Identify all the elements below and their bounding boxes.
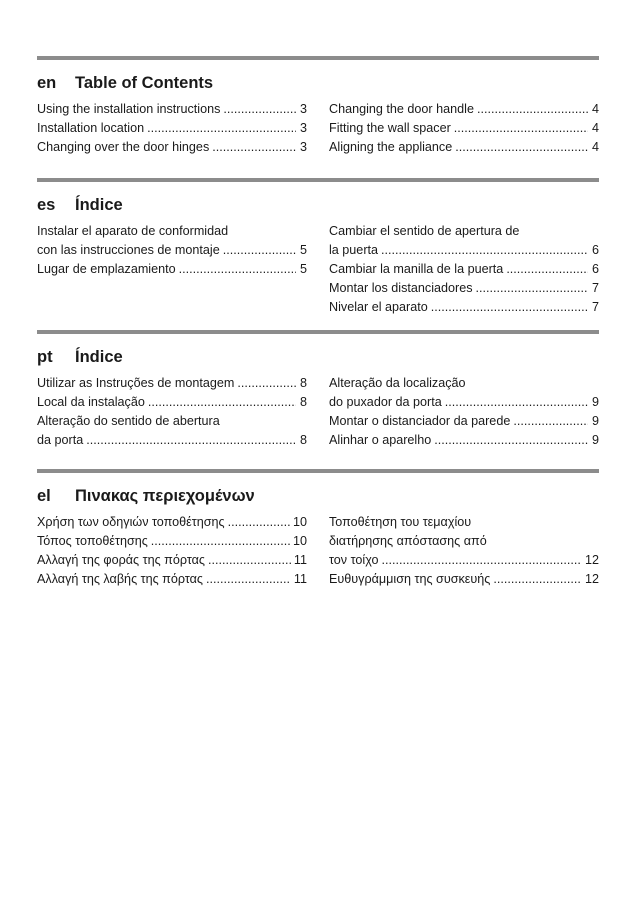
toc-entry-row: [37, 393, 307, 412]
page-number: 4: [591, 140, 599, 154]
toc-entry: [37, 412, 307, 450]
page-number: 9: [591, 433, 599, 447]
toc-entry-row: [37, 431, 307, 450]
toc-section-en: [37, 56, 599, 157]
toc-entry-title: τον τοίχο: [329, 553, 379, 567]
page-number: 5: [299, 262, 307, 276]
dot-leader: [223, 241, 296, 260]
dot-leader: [381, 551, 582, 570]
dot-leader: [455, 138, 588, 157]
dot-leader: [237, 374, 296, 393]
toc-entry-title-line: Instalar el aparato de conformidad: [37, 224, 229, 238]
section-title: Índice: [75, 196, 123, 214]
page-number: 7: [591, 281, 599, 295]
page-number: 6: [591, 262, 599, 276]
page-number: 3: [299, 121, 307, 135]
toc-entry: [37, 100, 307, 119]
dot-leader: [434, 431, 588, 450]
toc-entry: [329, 431, 599, 450]
toc-entry-title: Aligning the appliance: [329, 140, 453, 154]
toc-column-left: [37, 513, 307, 589]
toc-columns: [37, 222, 599, 317]
dot-leader: [151, 532, 290, 551]
toc-entry-row: [329, 279, 599, 298]
toc-entry-row: [329, 570, 599, 589]
toc-entry-row: [37, 119, 307, 138]
toc-entry-title: Ευθυγράμμιση της συσκευής: [329, 572, 491, 586]
section-heading: [37, 346, 599, 368]
toc-entry-title: Cambiar la manilla de la puerta: [329, 262, 504, 276]
dot-leader: [431, 298, 588, 317]
dot-leader: [477, 100, 588, 119]
toc-entry: [37, 532, 307, 551]
toc-entry: [37, 138, 307, 157]
section-divider: [37, 330, 599, 334]
toc-entry: [37, 570, 307, 589]
toc-entry: [329, 260, 599, 279]
toc-entry: [329, 513, 599, 570]
dot-leader: [208, 551, 291, 570]
toc-entry-title: Installation location: [37, 121, 145, 135]
section-title: Table of Contents: [75, 74, 214, 92]
page-number: 11: [293, 553, 307, 567]
toc-entry: [329, 298, 599, 317]
toc-entry-title-line: Cambiar el sentido de apertura de: [329, 224, 520, 238]
dot-leader: [86, 431, 296, 450]
toc-entry-title-line: Alteração do sentido de abertura: [37, 414, 220, 428]
toc-section-el: [37, 469, 599, 589]
toc-column-right: [329, 513, 599, 589]
toc-column-left: [37, 374, 307, 450]
toc-column-left: [37, 222, 307, 317]
toc-entry-row: [329, 260, 599, 279]
toc-entry-row: [329, 431, 599, 450]
dot-leader: [147, 119, 296, 138]
toc-entry-row: [329, 298, 599, 317]
page-number: 10: [292, 515, 307, 529]
toc-columns: [37, 513, 599, 589]
toc-entry-row: [37, 570, 307, 589]
toc-entry: [329, 570, 599, 589]
page-number: 4: [591, 121, 599, 135]
toc-entry-row: [329, 119, 599, 138]
page-number: 4: [591, 102, 599, 116]
toc-entry-title: Nivelar el aparato: [329, 300, 428, 314]
toc-entry-title: Montar o distanciador da parede: [329, 414, 511, 428]
section-heading: [37, 72, 599, 94]
toc-entry-row: [37, 513, 307, 532]
toc-entry: [329, 100, 599, 119]
dot-leader: [445, 393, 588, 412]
page-number: 12: [584, 572, 599, 586]
toc-entry-row: [329, 393, 599, 412]
page-number: 8: [299, 395, 307, 409]
toc-entry: [37, 513, 307, 532]
toc-entry-row: [37, 260, 307, 279]
toc-entry-title-line: διατήρησης απόστασης από: [329, 534, 487, 548]
toc-entry-row: [329, 551, 599, 570]
toc-column-left: [37, 100, 307, 157]
toc-entry-row: [37, 241, 307, 260]
toc-columns: [37, 100, 599, 157]
toc-entry-title: Local da instalação: [37, 395, 145, 409]
toc-entry-title-line: Alteração da localização: [329, 376, 466, 390]
dot-leader: [513, 412, 588, 431]
language-code: en: [37, 74, 57, 92]
page-number: 9: [591, 395, 599, 409]
toc-entry: [329, 374, 599, 412]
toc-entry-title: Fitting the wall spacer: [329, 121, 451, 135]
dot-leader: [228, 513, 290, 532]
page-number: 12: [584, 553, 599, 567]
toc-entry: [329, 119, 599, 138]
toc-entry-title: Using the installation instructions: [37, 102, 221, 116]
section-divider: [37, 178, 599, 182]
toc-section-pt: [37, 330, 599, 450]
toc-entry: [329, 412, 599, 431]
toc-entry-title: Χρήση των οδηγιών τοποθέτησης: [37, 515, 225, 529]
toc-entry-title: Τόπος τοποθέτησης: [37, 534, 148, 548]
toc-entry-title: do puxador da porta: [329, 395, 442, 409]
section-title: Πινακας περιεχομένων: [75, 487, 255, 505]
dot-leader: [223, 100, 296, 119]
page-number: 3: [299, 102, 307, 116]
toc-column-right: [329, 222, 599, 317]
toc-entry: [37, 260, 307, 279]
toc-entry-row: [37, 532, 307, 551]
toc-entry-row: [37, 551, 307, 570]
page-number: 7: [591, 300, 599, 314]
toc-entry-title: Alinhar o aparelho: [329, 433, 432, 447]
page-number: 3: [299, 140, 307, 154]
toc-column-right: [329, 100, 599, 157]
page-number: 6: [591, 243, 599, 257]
dot-leader: [493, 570, 582, 589]
toc-entry-row: [329, 412, 599, 431]
toc-entry-title: Montar los distanciadores: [329, 281, 473, 295]
toc-entry: [329, 222, 599, 260]
dot-leader: [381, 241, 588, 260]
page-number: 8: [299, 433, 307, 447]
toc-entry-title: da porta: [37, 433, 84, 447]
section-title: Índice: [75, 348, 123, 366]
dot-leader: [148, 393, 296, 412]
dot-leader: [454, 119, 588, 138]
section-divider: [37, 56, 599, 60]
page-number: 5: [299, 243, 307, 257]
dot-leader: [206, 570, 291, 589]
toc-column-right: [329, 374, 599, 450]
section-heading: [37, 485, 599, 507]
toc-entry: [37, 393, 307, 412]
toc-entry-row: [329, 138, 599, 157]
toc-entry-row: [329, 100, 599, 119]
toc-entry-row: [37, 374, 307, 393]
toc-entry-title: Lugar de emplazamiento: [37, 262, 176, 276]
page-number: 9: [591, 414, 599, 428]
toc-entry: [329, 279, 599, 298]
page-number: 8: [299, 376, 307, 390]
dot-leader: [476, 279, 589, 298]
toc-entry-row: [37, 100, 307, 119]
toc-entry-title: Changing the door handle: [329, 102, 474, 116]
toc-entry-title: la puerta: [329, 243, 379, 257]
toc-entry: [37, 551, 307, 570]
toc-entry-title-line: Τοποθέτηση του τεμαχίου: [329, 515, 472, 529]
toc-entry-title: Αλλαγή της φοράς της πόρτας: [37, 553, 205, 567]
toc-section-es: [37, 178, 599, 317]
dot-leader: [506, 260, 588, 279]
dot-leader: [212, 138, 296, 157]
toc-entry: [37, 119, 307, 138]
page-number: 11: [293, 572, 307, 586]
dot-leader: [179, 260, 296, 279]
toc-columns: [37, 374, 599, 450]
section-divider: [37, 469, 599, 473]
toc-entry: [37, 222, 307, 260]
section-heading: [37, 194, 599, 216]
toc-entry: [37, 374, 307, 393]
toc-entry-row: [329, 241, 599, 260]
language-code: pt: [37, 348, 53, 366]
language-code: el: [37, 487, 51, 505]
language-code: es: [37, 196, 56, 214]
toc-entry-title: con las instrucciones de montaje: [37, 243, 220, 257]
page-number: 10: [292, 534, 307, 548]
toc-entry-row: [37, 138, 307, 157]
toc-entry-title: Utilizar as Instruções de montagem: [37, 376, 235, 390]
toc-entry-title: Changing over the door hinges: [37, 140, 210, 154]
toc-entry-title: Αλλαγή της λαβής της πόρτας: [37, 572, 204, 586]
toc-entry: [329, 138, 599, 157]
